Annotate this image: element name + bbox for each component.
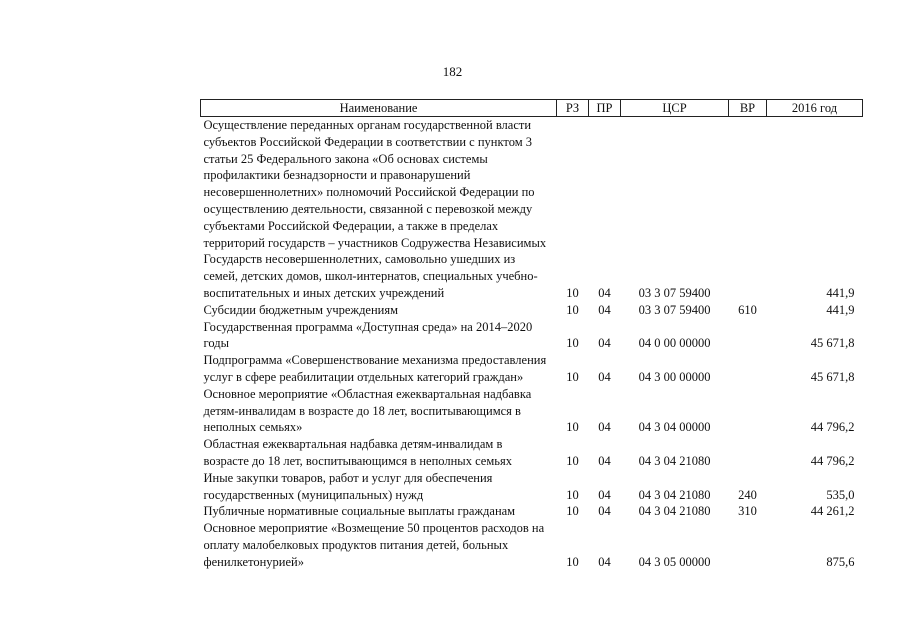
table-row <box>201 436 863 470</box>
row-name: Публичные нормативные социальные выплаты гражданам <box>203 504 516 519</box>
row-amount: 535,0 <box>826 487 855 502</box>
row-amount: 45 671,8 <box>810 336 855 351</box>
row-amount: 441,9 <box>826 302 855 317</box>
row-rz: 10 <box>566 336 579 351</box>
row-amount: 875,6 <box>826 554 855 569</box>
table-row <box>201 386 863 436</box>
row-rz: 10 <box>566 453 579 468</box>
row-rz: 10 <box>566 420 579 435</box>
table-row <box>201 470 863 504</box>
header-csr: ЦСР <box>621 100 729 117</box>
row-rz: 10 <box>566 504 579 519</box>
row-vr <box>729 117 767 302</box>
row-name: Осуществление переданных органам государственной власти субъектов Российской Федерации в соответствии с пунктом 3 статьи 25 Федерального закона «Об основах системы профилактики безнадзорности и правонарушений несовершеннолетних» полномочий Российской Федерации по осуществлению деятельности, связанной с перевозкой между субъектами Российской Федерации, а также в пределах территорий государств – участников Содружества Независимых Государств несовершеннолетних, самовольно ушедших из семей, детских домов, школ-интернатов, специальных учебно-воспитательных и иных детских учреждений <box>203 118 547 300</box>
row-vr <box>729 319 767 353</box>
row-csr: 04 3 04 00000 <box>638 420 711 435</box>
row-rz: 10 <box>566 285 579 300</box>
header-name: Наименование <box>201 100 557 117</box>
row-vr <box>729 386 767 436</box>
row-csr: 04 3 04 21080 <box>638 487 711 502</box>
row-pr: 04 <box>598 487 611 502</box>
row-csr: 03 3 07 59400 <box>638 302 711 317</box>
row-csr: 04 3 00 00000 <box>638 369 711 384</box>
row-pr: 04 <box>598 453 611 468</box>
row-pr: 04 <box>598 554 611 569</box>
row-rz: 10 <box>566 554 579 569</box>
row-name: Областная ежеквартальная надбавка детям-инвалидам в возрасте до 18 лет, воспитывающимся в неполных семьях <box>203 437 512 468</box>
row-rz: 10 <box>566 369 579 384</box>
table-row <box>201 302 863 319</box>
row-csr: 04 3 04 21080 <box>638 504 711 519</box>
row-csr: 04 0 00 00000 <box>638 336 711 351</box>
row-amount: 45 671,8 <box>810 369 855 384</box>
row-amount: 441,9 <box>826 285 855 300</box>
row-amount: 44 796,2 <box>810 453 855 468</box>
row-pr: 04 <box>598 369 611 384</box>
row-pr: 04 <box>598 336 611 351</box>
row-name: Основное мероприятие «Областная ежеквартальная надбавка детям-инвалидам в возрасте до 18 лет, воспитывающимся в неполных семьях» <box>203 386 532 435</box>
row-rz: 10 <box>566 302 579 317</box>
row-vr: 240 <box>738 487 757 502</box>
row-vr: 310 <box>738 504 757 519</box>
header-pr: ПР <box>589 100 621 117</box>
row-name: Субсидии бюджетным учреждениям <box>203 302 399 317</box>
budget-table <box>200 99 863 571</box>
table-body <box>201 117 863 571</box>
row-amount: 44 796,2 <box>810 420 855 435</box>
row-csr: 03 3 07 59400 <box>638 285 711 300</box>
row-vr <box>729 352 767 386</box>
header-year: 2016 год <box>767 100 863 117</box>
row-pr: 04 <box>598 302 611 317</box>
row-name: Государственная программа «Доступная среда» на 2014–2020 годы <box>203 319 533 351</box>
table-row <box>201 503 863 520</box>
row-pr: 04 <box>598 285 611 300</box>
table-row <box>201 352 863 386</box>
table-header <box>201 100 863 117</box>
header-rz: РЗ <box>557 100 589 117</box>
row-name: Основное мероприятие «Возмещение 50 процентов расходов на оплату малобелковых продуктов питания детей, больных фенилкетонурией» <box>203 521 545 569</box>
page-number: 182 <box>442 64 463 79</box>
row-pr: 04 <box>598 420 611 435</box>
header-row <box>201 100 863 117</box>
table-row <box>201 520 863 570</box>
row-rz: 10 <box>566 487 579 502</box>
row-csr: 04 3 05 00000 <box>638 554 711 569</box>
row-amount: 44 261,2 <box>810 504 855 519</box>
header-vr: ВР <box>729 100 767 117</box>
row-vr <box>729 520 767 570</box>
row-vr <box>729 436 767 470</box>
table-row <box>201 117 863 302</box>
row-pr: 04 <box>598 504 611 519</box>
row-vr: 610 <box>738 302 757 317</box>
row-name: Иные закупки товаров, работ и услуг для обеспечения государственных (муниципальных) нужд <box>203 470 493 502</box>
row-name: Подпрограмма «Совершенствование механизма предоставления услуг в сфере реабилитации отдельных категорий граждан» <box>203 353 547 384</box>
row-csr: 04 3 04 21080 <box>638 453 711 468</box>
table-row <box>201 319 863 353</box>
